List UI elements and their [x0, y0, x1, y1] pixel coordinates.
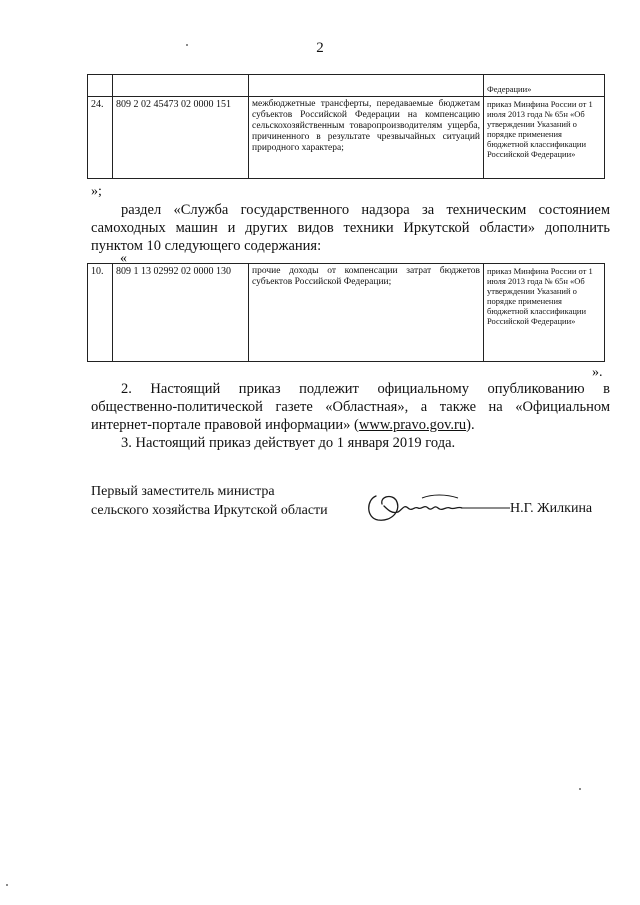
closing-quote: »;: [91, 184, 102, 199]
budget-code: 809 2 02 45473 02 0000 151: [113, 97, 249, 179]
signatory-title: [91, 482, 328, 520]
item-2-text: 2. Настоящий приказ подлежит официальному опубликованию в общественно-политической газете «Областная», а также на «Официальном интернет-портале правовой информации» (: [91, 381, 610, 433]
signatory-title-line-1: Первый заместитель министра: [91, 484, 275, 499]
section-paragraph: раздел «Служба государственного надзора за техническим состоянием самоходных машин и других видов техники Иркутской области» дополнить пунктом 10 следующего содержания:: [91, 202, 610, 254]
row-number: 10.: [88, 264, 113, 362]
scan-speck: [579, 788, 581, 790]
row-number: 24.: [88, 97, 113, 179]
item-2-paragraph: [91, 380, 610, 434]
table-row: [88, 97, 605, 179]
handwritten-signature: [362, 486, 512, 526]
pravo-link[interactable]: www.pravo.gov.ru: [358, 417, 467, 433]
page-number: 2: [316, 40, 324, 56]
signatory-name: Н.Г. Жилкина: [510, 501, 593, 516]
income-description: межбюджетные трансферты, передаваемые бюджетам субъектов Российской Федерации на компенсацию сельскохозяйственным товаропроизводителям ущерба, причиненного в результате чрезвычайных ситуаций природного характера;: [249, 97, 484, 179]
income-description: прочие доходы от компенсации затрат бюджетов субъектов Российской Федерации;: [249, 264, 484, 362]
budget-code: 809 1 13 02992 02 0000 130: [113, 264, 249, 362]
closing-quote: ».: [592, 365, 603, 380]
classification-table-1: [87, 74, 605, 179]
table-row: [88, 264, 605, 362]
scan-speck: [186, 44, 188, 46]
item-2-suffix: ).: [466, 417, 475, 433]
scan-speck: [6, 884, 8, 886]
item-3-paragraph: 3. Настоящий приказ действует до 1 января 2019 года.: [121, 435, 456, 451]
classification-table-2: [87, 263, 605, 362]
legal-reference: приказ Минфина России от 1 июля 2013 года № 65н «Об утверждении Указаний о порядке применения бюджетной классификации Российской Федерации»: [484, 97, 605, 179]
opening-quote: «: [120, 251, 127, 266]
legal-reference: приказ Минфина России от 1 июля 2013 года № 65н «Об утверждении Указаний о порядке применения бюджетной классификации Российской Федерации»: [484, 264, 605, 362]
table-row: [88, 75, 605, 97]
signatory-title-line-2: сельского хозяйства Иркутской области: [91, 503, 328, 518]
prev-row-tail: Федерации»: [487, 84, 532, 94]
